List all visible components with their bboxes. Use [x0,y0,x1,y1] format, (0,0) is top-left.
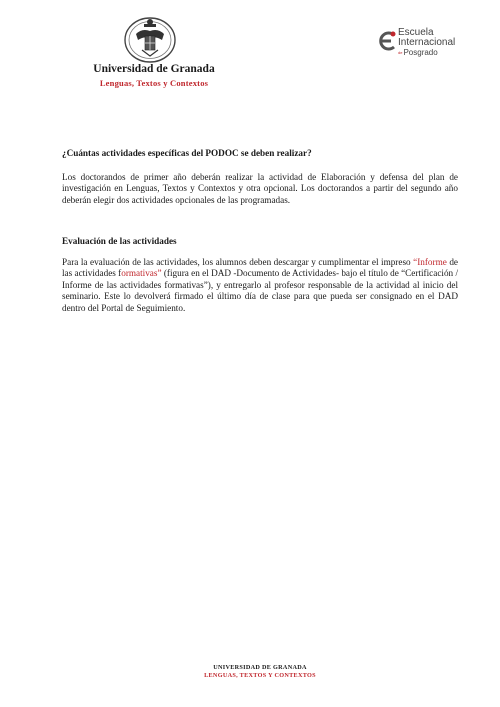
footer-university: UNIVERSIDAD DE GRANADA [213,664,307,671]
informe-link[interactable]: “Informe [413,257,447,267]
paragraph-evaluation [62,257,458,314]
formativas-link[interactable]: ormativas” [121,268,162,279]
school-name-line2: Internacional [398,37,456,48]
section-title-evaluation: Evaluación de las actividades [62,236,177,246]
question-heading: ¿Cuántas actividades específicas del PODOC se deben realizar? [62,148,312,158]
paragraph-evaluation-part3: (figura en el DAD -Documento de Actividades- bajo el título de “Certificación / Informe de las actividades formativas”), y entregarlo al profesor responsable de la actividad al inicio del seminario. Este lo devolverá firmado el último día de clase para que pueda ser consignado en el DAD dentro del Portal de Seguimiento. [62,268,459,313]
paragraph-activities: Los doctorandos de primer año deberán realizar la actividad de Elaboración y defensa del plan de investigación en Lenguas, Textos y Contextos y otra opcional. Los doctorandos a partir del segundo año deberán elegir dos actividades opcionales de las programadas. [62,172,458,205]
school-name-line3 [398,48,455,58]
school-name-last: Posgrado [403,48,438,58]
school-logo [376,28,466,70]
school-name [398,28,455,58]
school-name-line1: Escuela [398,27,434,38]
program-name: Lenguas, Textos y Contextos [99,78,209,88]
footer-program: LENGUAS, TEXTOS Y CONTEXTOS [204,672,316,679]
escuela-posgrado-logo-icon [376,30,398,52]
school-name-prefix: de [398,50,403,55]
university-name: Universidad de Granada [93,63,215,75]
university-crest-icon [122,14,178,64]
paragraph-evaluation-part1: Para la evaluación de las actividades, los alumnos deben descargar y cumplimentar el impreso [62,257,414,267]
paragraph-evaluation-part2: de las actividades f [62,257,458,279]
